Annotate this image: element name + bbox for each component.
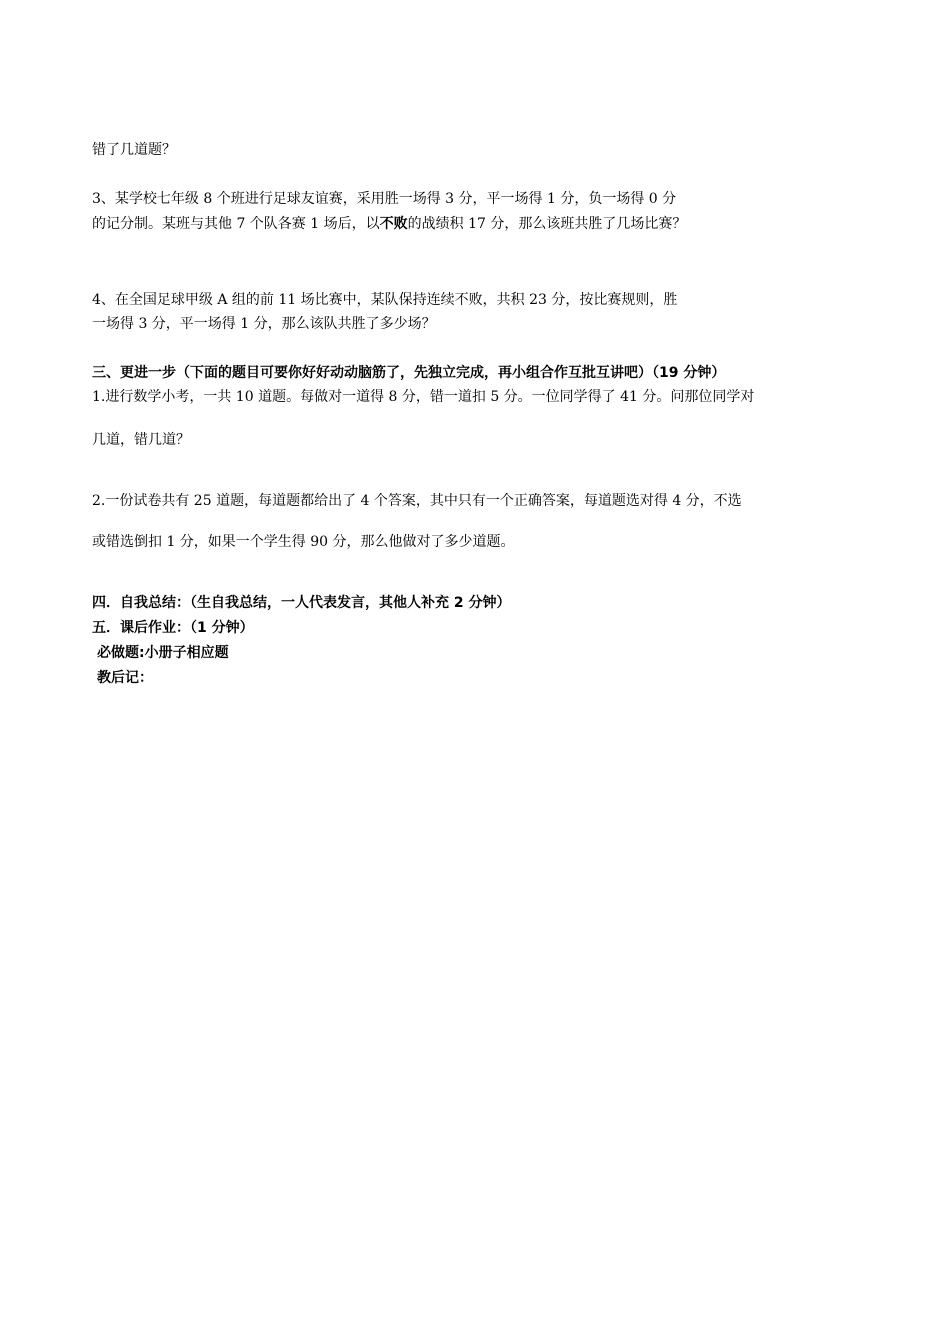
section-3-heading: 三、更进一步（下面的题目可要你好好动动脑筋了，先独立完成，再小组合作互批互讲吧）（19 分钟） (92, 365, 726, 381)
required-homework: 必做题:小册子相应题 (97, 645, 229, 661)
question-3-emphasis: 不败 (379, 216, 408, 232)
section-3-question-2-line-1: 2.一份试卷共有 25 道题，每道题都给出了 4 个答案，其中只有一个正确答案，每道题选对得 4 分，不选 (92, 493, 742, 509)
question-4-line-1: 4、在全国足球甲级 A 组的前 11 场比赛中，某队保持连续不败，共积 23 分，按比赛规则，胜 (92, 292, 678, 308)
section-3-question-1-line-2: 几道，错几道？ (92, 432, 190, 448)
question-3-line-2 (92, 214, 686, 234)
teaching-notes-label: 教后记： (97, 670, 153, 686)
section-4-heading: 四．自我总结：（生自我总结，一人代表发言，其他人补充 2 分钟） (92, 595, 511, 611)
question-3-line-1: 3、某学校七年级 8 个班进行足球友谊赛，采用胜一场得 3 分，平一场得 1 分，负一场得 0 分 (92, 191, 677, 207)
question-2-continuation: 错了几道题？ (92, 142, 176, 158)
question-3-text-post: 的战绩积 17 分，那么该班共胜了几场比赛？ (407, 216, 687, 232)
section-3-question-2-line-2: 或错选倒扣 1 分，如果一个学生得 90 分，那么他做对了多少道题。 (92, 534, 515, 550)
question-3-text-pre: 的记分制。某班与其他 7 个队各赛 1 场后，以 (92, 216, 380, 232)
section-3-question-1-line-1: 1.进行数学小考，一共 10 道题。每做对一道得 8 分，错一道扣 5 分。一位同学得了 41 分。问那位同学对 (92, 389, 755, 405)
section-5-heading: 五．课后作业：（1 分钟） (92, 620, 254, 636)
question-4-line-2: 一场得 3 分，平一场得 1 分，那么该队共胜了多少场？ (92, 316, 436, 332)
